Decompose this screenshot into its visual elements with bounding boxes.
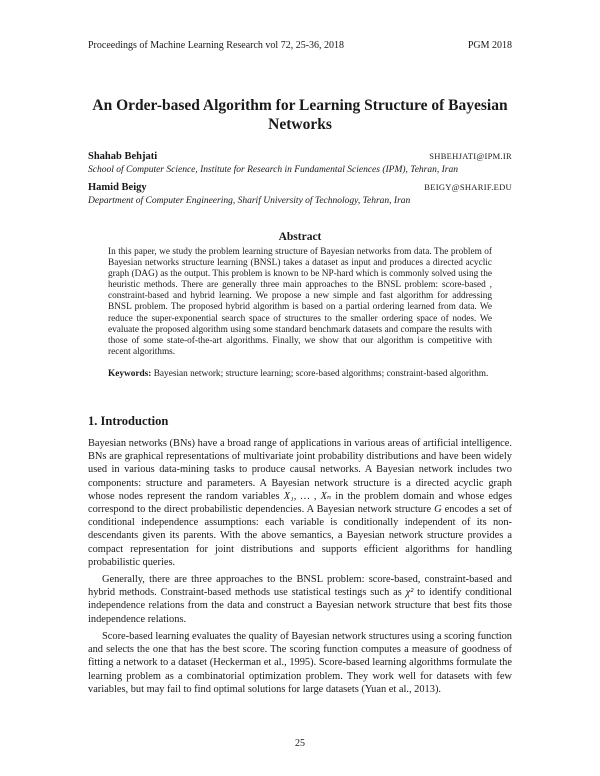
intro-paragraph-1: Bayesian networks (BNs) have a broad range of applications in various areas of artificial intelligence. BNs are graphical representations of multivariate joint probability distributions and have been widely used in various data-mining tasks to produce causal networks. A Bayesian network includes two components: structure and parameters. A Bayesian network structure is a directed acyclic graph whose nodes represent the random variables X₁, … , Xₙ in the problem domain and whose edges correspond to the direct probabilistic dependencies. A Bayesian network structure G encodes a set of conditional independence assumptions: each variable is conditionally independent of its non-descendants given its parents. With the above semantics, a Bayesian network structure provides a compact representation for joint distributions and supports efficient algorithms for handling probabilistic queries. bbox=[88, 438, 513, 568]
keywords-text: Bayesian network; structure learning; score-based algorithms; constraint-based algorithm. bbox=[153, 369, 489, 379]
math-chi-square: χ² bbox=[405, 587, 414, 599]
author-affiliation: School of Computer Science, Institute for Research in Fundamental Sciences (IPM), Tehran, Iran bbox=[88, 165, 458, 175]
keywords-label: Keywords: bbox=[108, 369, 152, 379]
intro-paragraph-3: Score-based learning evaluates the quality of Bayesian network structures using a scoring function and selects the one that has the best score. The scoring function computes a measure of goodness of fitting a network to a dataset (Heckerman et al., 1995). Score-based learning algorithms formulate the learning problem as a combinatorial optimization problem. They work well for datasets with few variables, but may fail to find optimal solutions for large datasets (Yuan et al., 2013). bbox=[88, 631, 512, 695]
abstract-text: In this paper, we study the problem learning structure of Bayesian networks from data. The problem of Bayesian networks structure learning (BNSL) takes a dataset as input and produces a directed acyclic graph (DAG) as the output. This problem is known to be NP-hard which is commonly solved using the heuristic methods. There are generally three main approaches to the BNSL problem: score-based , constraint-based and hybrid learning. We propose a new simple and fast algorithm for addressing BNSL problem. The proposed hybrid algorithm is based on a partial ordering learned from data. We reduce the super-exponential search space of structures to the smaller ordering space of nodes. We evaluate the proposed algorithm using some standard benchmark datasets and compare the results with those of some state-of-the-art algorithms. Finally, we show that our algorithm is competitive with recent algorithms. bbox=[108, 247, 492, 357]
author-block-1 bbox=[88, 151, 512, 162]
author-name: Hamid Beigy bbox=[88, 182, 147, 193]
keywords bbox=[108, 369, 492, 380]
running-header-conference: PGM 2018 bbox=[467, 40, 512, 51]
math-variables: X₁, … , Xₙ bbox=[283, 490, 332, 502]
abstract-heading: Abstract bbox=[278, 231, 322, 243]
math-graph-symbol: G bbox=[434, 504, 442, 516]
author-name: Shahab Behjati bbox=[88, 151, 158, 162]
running-header-venue: Proceedings of Machine Learning Research vol 72, 25-36, 2018 bbox=[88, 40, 345, 51]
author-email: SHBEHJATI@IPM.IR bbox=[429, 151, 512, 161]
page-number: 25 bbox=[295, 738, 305, 749]
author-block-2 bbox=[88, 182, 512, 193]
author-email: BEIGY@SHARIF.EDU bbox=[424, 182, 512, 192]
paper-title: An Order-based Algorithm for Learning Structure of Bayesian Networks bbox=[92, 97, 508, 133]
intro-paragraph-2: Generally, there are three approaches to the BNSL problem: score-based, constraint-based and hybrid methods. Constraint-based methods use statistical testings such as χ² to identify conditional independence relations from the data and construct a Bayesian network structure that best fits those independence relations. bbox=[88, 574, 512, 625]
section-heading: 1. Introduction bbox=[88, 414, 169, 428]
author-affiliation: Department of Computer Engineering, Sharif University of Technology, Tehran, Iran bbox=[88, 196, 411, 206]
